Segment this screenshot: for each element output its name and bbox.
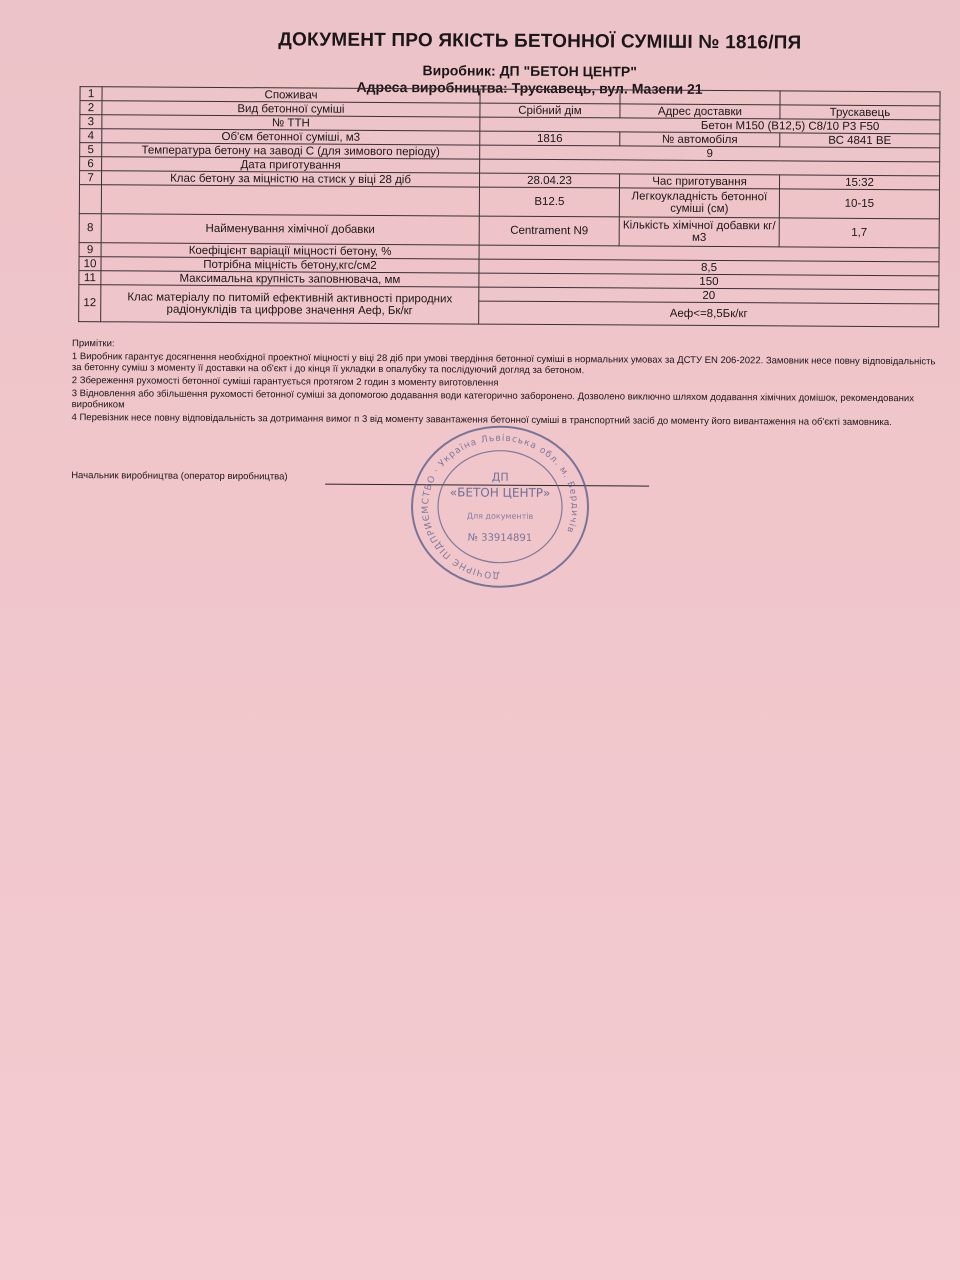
row-label: Клас матеріалу по питомій ефективній активності природних радіонуклідів та цифрове значення Аеф, Бк/кг: [101, 285, 479, 324]
table-row: 9 Коефіцієнт варіації міцності бетону, %: [79, 243, 939, 262]
delivery-address-value: Трускавець: [780, 105, 940, 120]
workability-label: Легкоукладність бетонної суміші (см): [619, 188, 779, 218]
document-sheet: [52, 20, 950, 1275]
quality-table: [78, 86, 940, 327]
variation-value: 8,5: [479, 259, 939, 276]
row-label: Клас бетону за міцністю на стиск у віці 28 діб: [101, 171, 479, 187]
table-row: 5 Температура бетону на заводі С (для зимового періоду) 9: [80, 143, 940, 162]
stamp-code: № 33914891: [467, 532, 533, 544]
notes-heading: Примітки:: [71, 338, 115, 350]
preparation-date: 28.04.23: [479, 173, 619, 188]
document-title: ДОКУМЕНТ ПРО ЯКІСТЬ БЕТОННОЇ СУМІШІ № 1816/ПЯ: [278, 29, 802, 54]
strength-class-value: В12.5: [479, 187, 619, 217]
table-row: 1 Споживач: [80, 87, 940, 106]
table-row: 6 Дата приготування: [80, 157, 940, 176]
stamp-ring-text: ДОЧІРНЄ ПІДПРИЄМСТВО · Україна Львівська обл. м. Бердичів: [420, 433, 580, 580]
admixture-amount-label: Кількість хімічної добавки кг/м3: [619, 217, 779, 247]
note-4: 4 Перевізник несе повну відповідальність за дотримання вимог п 3 від моменту завантаження бетонної суміші в транспортний засіб до моменту його вивантаження на об'єкті замовника.: [71, 412, 892, 429]
admixture-amount-value: 1,7: [779, 218, 939, 248]
table-row: 3 № ТТН Бетон М150 (В12,5) С8/10 Р3 F50: [80, 115, 940, 134]
row-label: Потрібна міцність бетону,кгс/см2: [101, 257, 479, 273]
ttn-value: 1816: [480, 131, 620, 146]
vehicle-label: № автомобіля: [620, 132, 780, 147]
row-label: Максимальна крупність заповнювача, мм: [101, 271, 479, 287]
svg-text:ДОЧІРНЄ ПІДПРИЄМСТВО · Україна: [421, 433, 580, 580]
row-label: Вид бетонної суміші: [102, 101, 480, 117]
row-label: Дата приготування: [102, 157, 480, 173]
stamp-top: ДП: [491, 470, 509, 484]
admixture-value: Centrament N9: [479, 216, 619, 246]
company-stamp: [405, 422, 596, 593]
stamp-sub: Для документів: [466, 511, 534, 521]
note-2: 2 Збереження рухомості бетонної суміші гарантується протягом 2 годин з моменту виготовлення: [71, 375, 499, 389]
note-1: 1 Виробник гарантує досягнення необхідної проектної міцності у віці 28 діб при умові твердіння бетонної суміші в нормальних умовах за ДСТУ EN 206-2022. Замовник несе повну відповідальність за бетонну суміш з моменту її доставки на об'єкт і до кінця її укладки в опалубку та послідуючий догляд за бетоном.: [71, 351, 936, 377]
table-row: 11 Максимальна крупність заповнювача, мм 150: [79, 271, 939, 290]
stamp-name: «БЕТОН ЦЕНТР»: [449, 485, 551, 501]
consumer-value: Срібний дім: [480, 103, 620, 118]
delivery-address-label: Адрес доставки: [620, 104, 780, 119]
vehicle-value: ВС 4841 ВЕ: [780, 133, 940, 148]
row-label: Температура бетону на заводі С (для зимового періоду): [102, 143, 480, 159]
workability-value: 10-15: [779, 189, 939, 219]
producer-line: Виробник: ДП "БЕТОН ЦЕНТР": [422, 62, 637, 80]
row-label: Об'єм бетонної суміші, м3: [102, 129, 480, 145]
max-aggregate-value: 20: [479, 287, 939, 304]
table-row: 10 Потрібна міцність бетону,кгс/см2 8,5: [79, 257, 939, 276]
table-row: 12 Клас матеріалу по питомій ефективній активності природних радіонуклідів та цифрове значення Аеф, Бк/кг 20: [79, 285, 939, 304]
row-label: № ТТН: [102, 115, 480, 131]
table-row: 8 Найменування хімічної добавки Centrament N9 Кількість хімічної добавки кг/м3 1,7: [79, 214, 939, 248]
table-row: 2 Вид бетонної суміші Срібний дім Адрес доставки Трускавець: [80, 101, 940, 120]
row-label: Коефіцієнт варіації міцності бетону, %: [101, 243, 479, 259]
table-row: 4 Об'єм бетонної суміші, м3 1816 № автомобіля ВС 4841 ВЕ: [80, 129, 940, 148]
signature-label: Начальник виробництва (оператор виробництва): [71, 470, 288, 483]
table-row: 7 Клас бетону за міцністю на стиск у віці 28 діб 28.04.23 Час приготування 15:32: [79, 171, 939, 190]
radionuclide-value: Аеф<=8,5Бк/кг: [479, 301, 939, 327]
prep-time-label: Час приготування: [619, 174, 779, 189]
notes-block: [72, 338, 943, 430]
production-address: Адреса виробництва: Трускавець, вул. Мазепи 21: [356, 78, 703, 97]
row-label: Найменування хімічної добавки: [101, 214, 479, 245]
mix-type-value: Бетон М150 (В12,5) С8/10 Р3 F50: [480, 117, 940, 134]
required-strength-value: 150: [479, 273, 939, 290]
row-label: Споживач: [102, 87, 480, 103]
prep-time-value: 15:32: [779, 175, 939, 190]
volume-value: 9: [480, 145, 940, 162]
note-3: 3 Відновлення або збільшення рухомості бетонної суміші за допомогою додавання води категорично заборонено. Дозволено виключно шляхом додавання хімічних домішок, рекомендованих виробником: [71, 388, 915, 411]
